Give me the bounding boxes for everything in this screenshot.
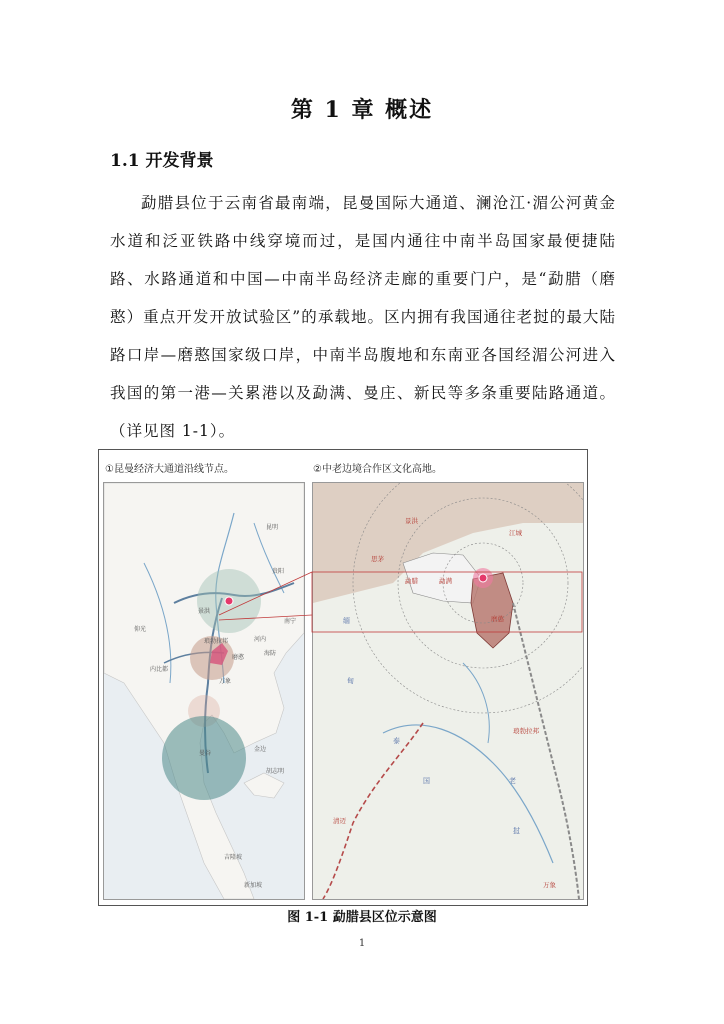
label-jiangcheng: 江城 — [509, 529, 522, 537]
label-mengman: 勐满 — [439, 577, 452, 585]
label-bangkok: 曼谷 — [199, 750, 212, 757]
label-singapore: 新加坡 — [244, 882, 263, 889]
chapter-title: 第 1 章 概述 — [290, 97, 434, 123]
label-kualalumpur: 吉隆坡 — [224, 854, 243, 861]
label-haiphong: 海防 — [264, 650, 277, 657]
body-paragraph: 勐腊县位于云南省最南端，昆曼国际大通道、澜沧江·湄公河黄金水道和泛亚铁路中线穿境而过，是国内通往中南半岛国家最便捷陆路、水路通道和中国—中南半岛经济走廊的重要门户，是“勐腊（磨憨）重点开发开放试验区”的承载地。区内拥有我国通往老挝的最大陆路口岸—磨憨国家级口岸，中南半岛腹地和东南亚各国经湄公河进入我国的第一港—关累港以及勐满、曼庄、新民等多条重要陆路通道。（详见图 1-1）。 — [110, 194, 616, 440]
page-number: 1 — [358, 938, 366, 949]
location-figure — [98, 449, 588, 906]
label-guiyang: 贵阳 — [272, 568, 285, 575]
label-mengla: 勐腊 — [405, 577, 418, 585]
connector-lines — [99, 450, 587, 905]
label-hanoi: 河内 — [254, 636, 267, 643]
label-jinghong: 景洪 — [198, 608, 211, 615]
label-thai-2: 国 — [423, 777, 430, 785]
right-panel-caption: ②中老边境合作区文化高地。 — [313, 464, 442, 475]
figure-caption: 图 1-1 勐腊县区位示意图 — [287, 910, 437, 925]
label-phnompenh: 金边 — [254, 746, 267, 753]
label-myanmar-2: 甸 — [347, 677, 354, 685]
label-kunming: 昆明 — [266, 524, 279, 531]
label-yangon: 仰光 — [134, 626, 147, 633]
label-luangprabang: 琅勃拉邦 — [204, 638, 229, 645]
label-vientiane-r: 万象 — [543, 881, 556, 889]
left-panel-caption: ①昆曼经济大通道沿线节点。 — [105, 464, 234, 475]
label-thai-1: 泰 — [393, 737, 400, 745]
label-lao-2: 挝 — [513, 827, 520, 835]
label-simao: 思茅 — [371, 555, 384, 563]
label-jinghong-r: 景洪 — [405, 517, 418, 525]
label-myanmar-1: 缅 — [343, 617, 350, 625]
label-hochiminh: 胡志明 — [266, 768, 285, 775]
section-title: 1.1 开发背景 — [110, 151, 214, 171]
label-vientiane: 万象 — [219, 678, 232, 685]
label-naypyidaw: 内比都 — [150, 666, 169, 673]
label-nanning: 南宁 — [284, 618, 297, 625]
label-mohan: 磨憨 — [232, 654, 245, 661]
label-mohan-r: 磨憨 — [491, 615, 504, 623]
label-chiangmai: 清迈 — [333, 817, 346, 825]
label-lao-1: 老 — [509, 777, 516, 785]
label-luangprabang-r: 琅勃拉邦 — [513, 727, 539, 735]
